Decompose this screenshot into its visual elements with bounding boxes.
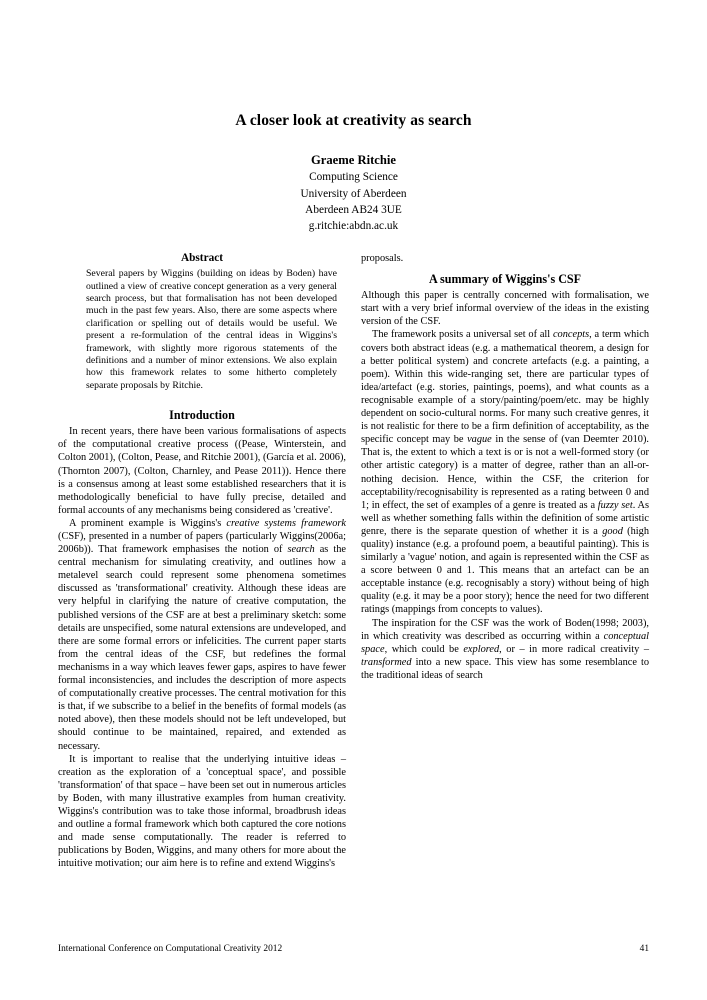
section-body-introduction-continued	[361, 252, 649, 265]
paragraph: The inspiration for the CSF was the work of Boden(1998; 2003), in which creativity was described as occurring within a conceptual space, which could be explored, or – in more radical creativity – transformed into a new space. This view has some resemblance to the traditional ideas of search	[361, 617, 649, 681]
page-title: A closer look at creativity as search	[235, 112, 472, 129]
author-address: Aberdeen AB24 3UE	[305, 203, 402, 216]
abstract-text: Several papers by Wiggins (building on ideas by Boden) have outlined a view of creative concept generation as a very general search process, but that formalisation has not been developed much in the past few years. Also, there are some aspects where clarification or spelling out of details would be useful. We present a re-formulation of the central ideas in Wiggins's framework, with slightly more rigorous statements of the definitions and a number of minor extensions. We also explain how this framework relates to some hitherto completely separate proposals by Ritchie.	[86, 268, 337, 391]
title-block	[58, 112, 649, 234]
section-body-summary-csf	[361, 289, 649, 682]
column-right	[361, 252, 649, 682]
section-heading-introduction: Introduction	[169, 408, 235, 423]
author-affiliation-institution: University of Aberdeen	[300, 187, 407, 200]
paragraph: Although this paper is centrally concerned with formalisation, we start with a very brief informal overview of the ideas in the existing version of the CSF.	[361, 290, 649, 328]
author-email: g.ritchie:abdn.ac.uk	[308, 219, 399, 232]
paragraph: In recent years, there have been various formalisations of aspects of the computational creative process ((Pease, Winterstein, and Colton 2001), (Colton, Pease, and Ritchie 2001), (García et al. 2006), (Thornton 2007), (Colton, Charnley, and Pease 2011)). Hence there is a consensus among at least some established researchers that it is methodologically beneficial to have fully precise, detailed and formal accounts of any mechanisms being considered as 'creative'.	[58, 426, 346, 516]
page-footer	[58, 944, 649, 954]
abstract-heading: Abstract	[180, 252, 224, 264]
section-body-introduction	[58, 425, 346, 870]
author-block	[58, 152, 649, 234]
paragraph: The framework posits a universal set of all concepts, a term which covers both abstract ideas (e.g. a mathematical theorem, a design for a better political system) and concrete artefacts (e.g. a painting, a poem). Within this wide-ranging set, there are particular types of idea/artefact (e.g. stories, paintings, poems), and what counts as a recognisable example of a story/painting/poem/etc. may be highly dependent on socio-cultural norms. For many such creative genres, it is not realistic for there to be a firm definition of acceptability, as the specific concept may be vague in the sense of (van Deemter 2010). That is, the extent to which a text is or is not a well-formed story (or other artistic category) is a matter of degree, rather than an all-or-nothing decision. Hence, within the CSF, the criterion for acceptability/recognisability is represented as a rating between 0 and 1; in effect, the set of examples of a genre is treated as a fuzzy set. As well as whether something falls within the definition of some artistic genre, there is the separate question of whether it is a good (high quality) instance (e.g. a profound poem, a beautiful painting). This is similarly a 'vague' notion, and again is represented within the CSF as a score between 0 and 1. This means that an artefact can be an acceptable instance (e.g. recognisably a story) without being of high quality (e.g. it may be a poor story); hence the need for two different ratings (mappings from concepts to values).	[361, 329, 650, 616]
two-column-body	[58, 252, 649, 872]
footer-page-number: 41	[639, 944, 649, 954]
paragraph: A prominent example is Wiggins's creative systems framework (CSF), presented in a number of papers (particularly Wiggins(2006a; 2006b)). That framework emphasises the notion of search as the central mechanism for simulating creativity, and outlines how a metalevel search could represent some phenomena sometimes discussed as 'transformational' creativity. Although these ideas are very helpful in clarifying the nature of creative computation, the published versions of the CSF are at best a preliminary sketch: some details are unspecified, some natural extensions are undeveloped, and there are some formal errors or infelicities. The current paper starts from the central ideas of the CSF, but redefines the formal mechanisms in a way which leaves fewer gaps, aspires to have fewer formal inconsistencies, and includes the description of more aspects of computationally creative processes. The central motivation for this is that, if we subscribe to a belief in the benefits of formal models (as noted above), then these models should not be left undeveloped, but should continue to be maintained, repaired, and extended as necessary.	[58, 517, 346, 752]
paragraph: proposals.	[361, 253, 404, 264]
paragraph: It is important to realise that the underlying intuitive ideas – creation as the exploration of a 'conceptual space', and possible 'transformation' of that space – have been set out in numerous articles by Boden, with many illustrative examples from human creativity. Wiggins's contribution was to take those informal, broadbrush ideas and outline a formal framework which both captured the core notions and made sense computationally. The reader is referred to publications by Boden, Wiggins, and many others for more about the intuitive motivation; our aim here is to refine and extend Wiggins's	[58, 753, 346, 870]
author-affiliation-department: Computing Science	[309, 171, 398, 184]
footer-conference-name: International Conference on Computational Creativity 2012	[58, 944, 283, 954]
section-heading-summary-csf: A summary of Wiggins's CSF	[428, 272, 582, 287]
column-left	[58, 252, 346, 870]
author-name: Graeme Ritchie	[311, 152, 396, 167]
